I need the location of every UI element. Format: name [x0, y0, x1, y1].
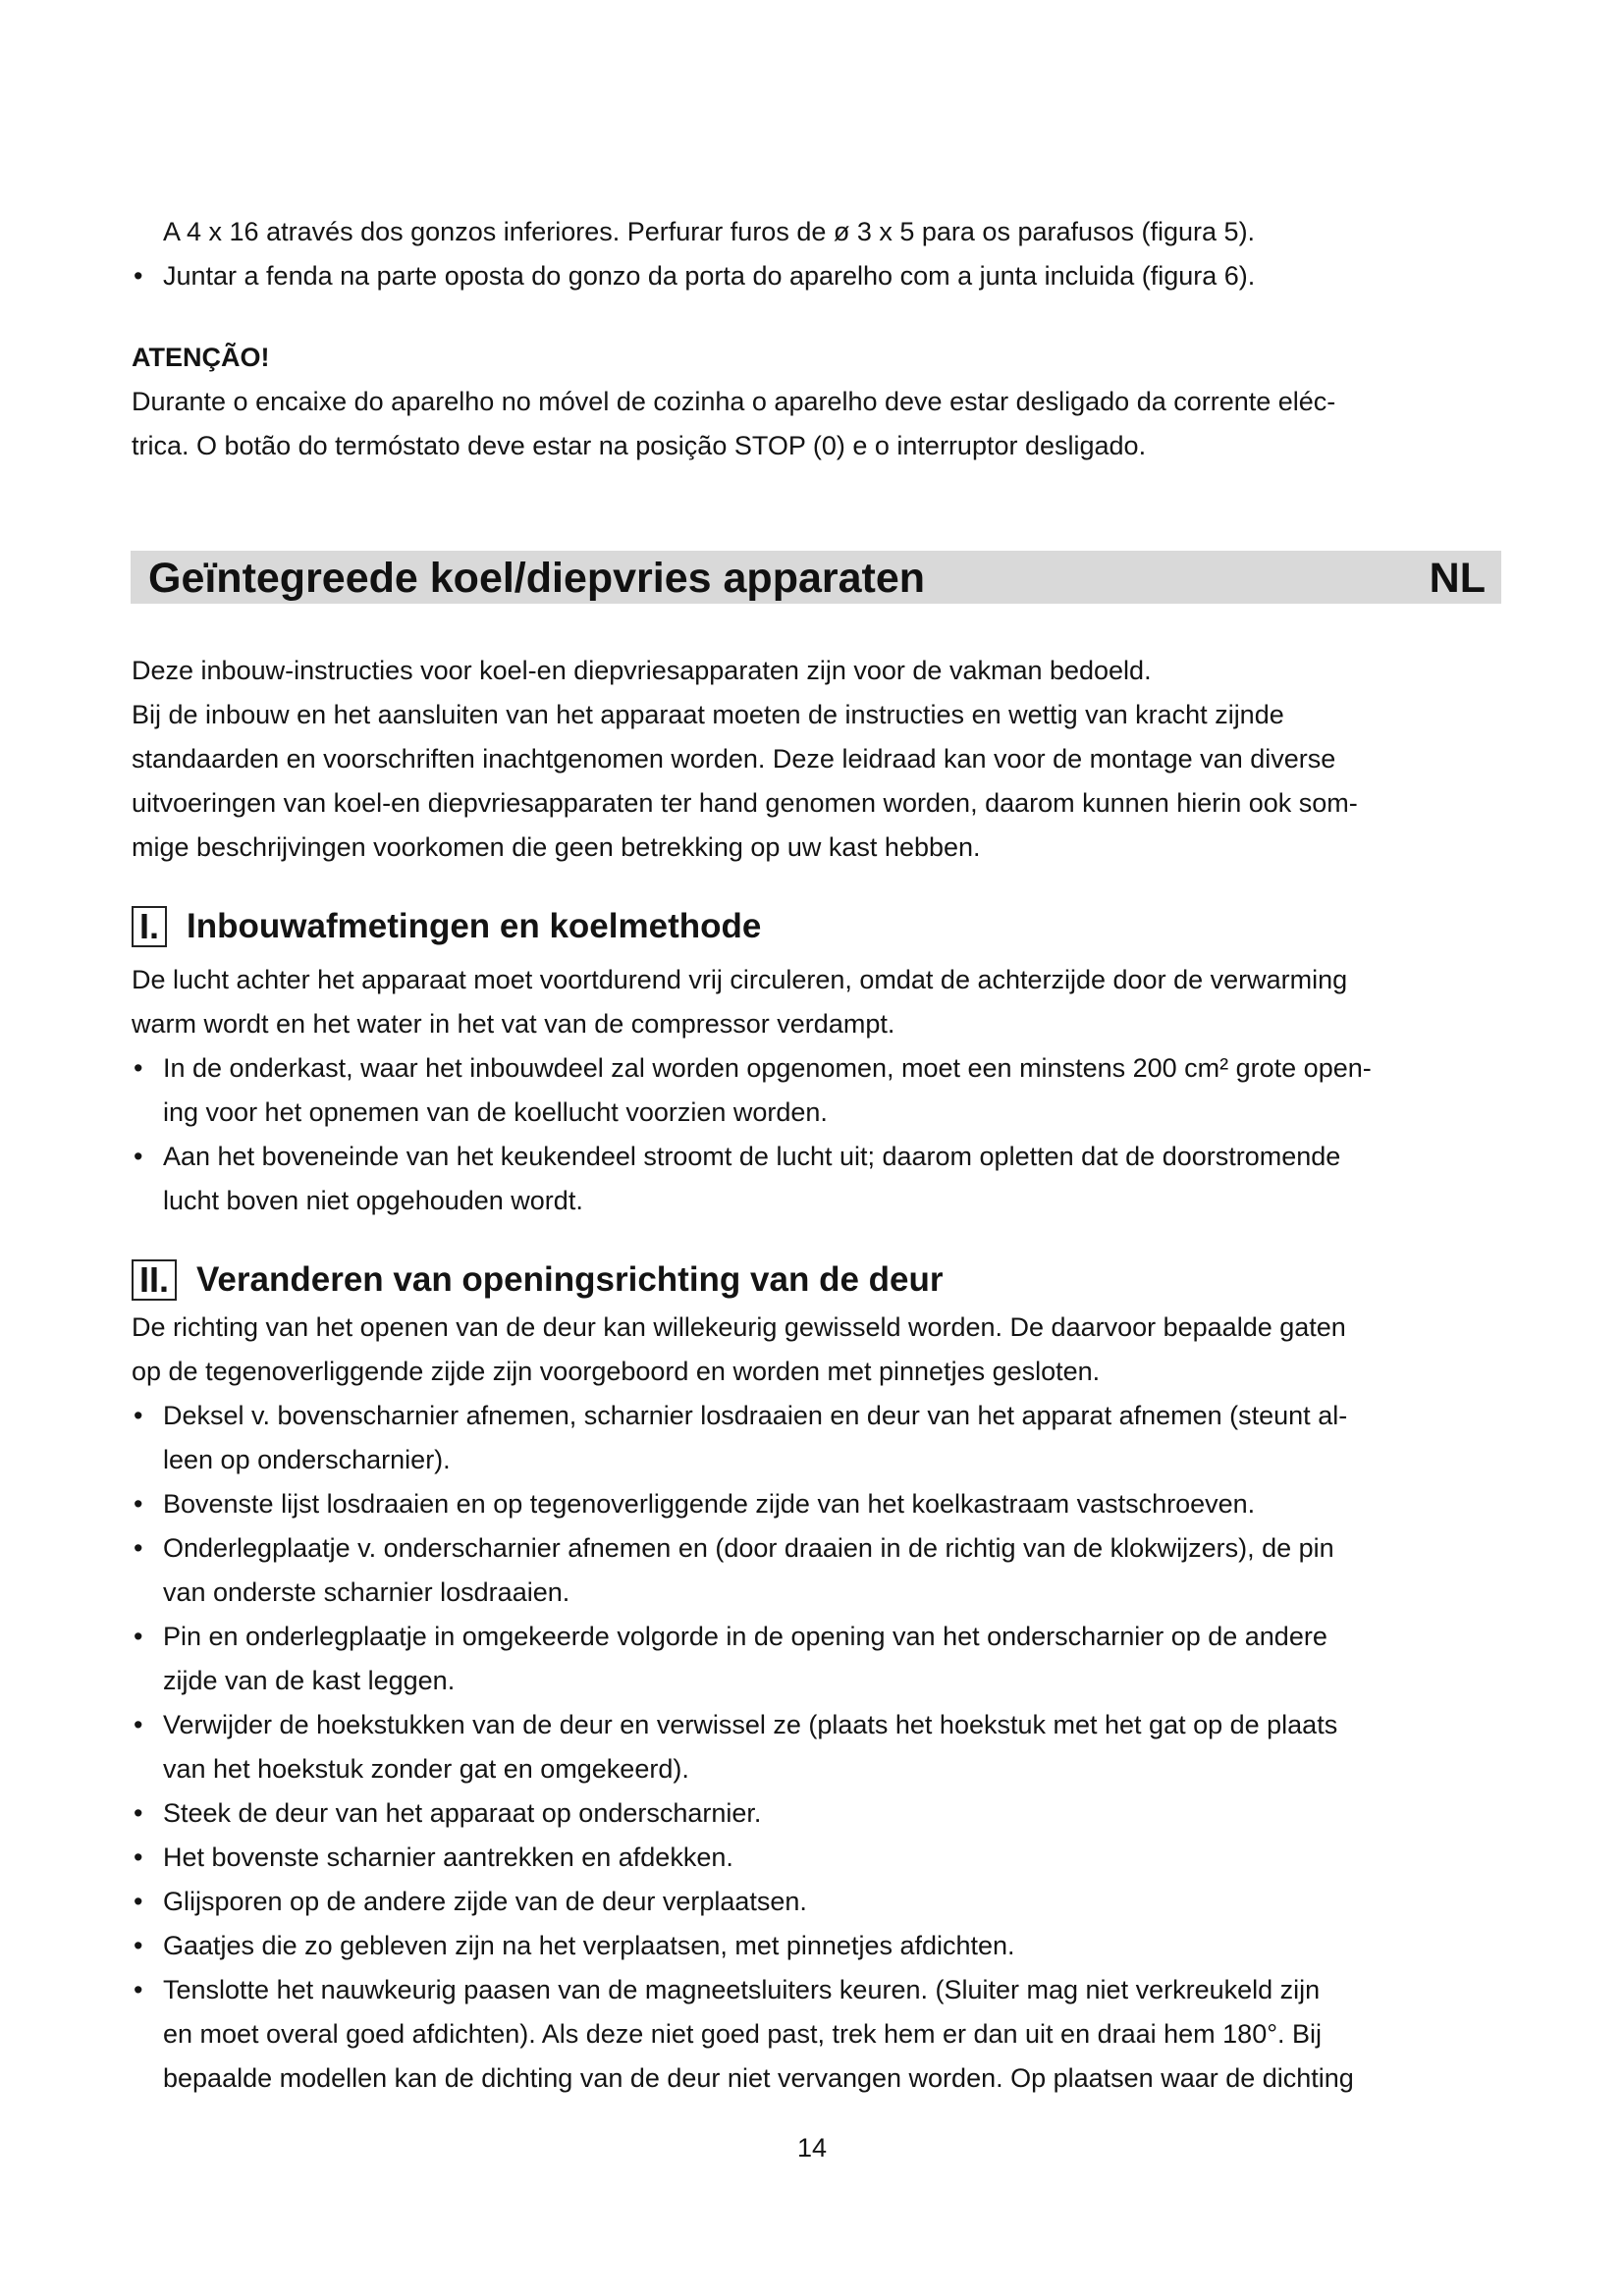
section-banner	[131, 551, 1501, 604]
bullet-icon: •	[134, 1975, 143, 2004]
bullet-text: Aan het boveneinde van het keukendeel stroomt de lucht uit; daarom opletten dat de doorstromende	[163, 1142, 1341, 1171]
text-line: warm wordt en het water in het vat van de compressor verdampt.	[132, 1009, 895, 1039]
bullet-item	[132, 1924, 1498, 1968]
text-line: van onderste scharnier losdraaien.	[163, 1577, 570, 1607]
top-continuation	[132, 210, 1498, 298]
text-line: A 4 x 16 através dos gonzos inferiores. Perfurar furos de ø 3 x 5 para os parafusos (figura 5).	[163, 217, 1256, 246]
text-line: lucht boven niet opgehouden wordt.	[163, 1186, 583, 1215]
bullet-item	[132, 1703, 1498, 1747]
section-body	[132, 958, 1498, 1223]
bullet-text: Deksel v. bovenscharnier afnemen, scharnier losdraaien en deur van het apparat afnemen (steunt al-	[163, 1401, 1348, 1430]
text-line: leen op onderscharnier).	[163, 1445, 451, 1474]
attention-block	[132, 336, 1498, 468]
bullet-text: Gaatjes die zo gebleven zijn na het verplaatsen, met pinnetjes afdichten.	[163, 1931, 1015, 1960]
bullet-icon: •	[134, 1931, 143, 1960]
text-line: en moet overal goed afdichten). Als deze niet goed past, trek hem er dan uit en draai hem 180°. Bij	[163, 2019, 1323, 2049]
bullet-item	[132, 1482, 1498, 1526]
bullet-text: Pin en onderlegplaatje in omgekeerde volgorde in de opening van het onderscharnier op de andere	[163, 1622, 1327, 1651]
bullet-icon: •	[134, 1489, 143, 1519]
text-line: Bij de inbouw en het aansluiten van het apparaat moeten de instructies en wettig van kracht zijnde	[132, 700, 1284, 729]
banner-title: Geïntegreede koel/diepvries apparaten	[148, 555, 926, 602]
text-line: uitvoeringen van koel-en diepvriesapparaten ter hand genomen worden, daarom kunnen hierin ook som-	[132, 788, 1358, 818]
bullet-item	[132, 1046, 1498, 1091]
bullet-item	[132, 1615, 1498, 1659]
bullet-icon: •	[134, 1842, 143, 1872]
bullet-icon: •	[134, 1142, 143, 1171]
bullet-text: Bovenste lijst losdraaien en op tegenoverliggende zijde van het koelkastraam vastschroeven.	[163, 1489, 1256, 1519]
bullet-icon: •	[134, 1710, 143, 1739]
intro-paragraph	[132, 649, 1498, 870]
section-body	[132, 1306, 1498, 2101]
text-line: standaarden en voorschriften inachtgenomen worden. Deze leidraad kan voor de montage van diverse	[132, 744, 1336, 774]
bullet-text: Glijsporen op de andere zijde van de deur verplaatsen.	[163, 1887, 807, 1916]
bullet-item	[132, 254, 1498, 298]
text-line: Durante o encaixe do aparelho no móvel de cozinha o aparelho deve estar desligado da corrente eléc-	[132, 387, 1336, 416]
section-number: II.	[132, 1259, 177, 1301]
text-line: mige beschrijvingen voorkomen die geen betrekking op uw kast hebben.	[132, 832, 981, 862]
bullet-icon: •	[134, 1053, 143, 1083]
bullet-item	[132, 1836, 1498, 1880]
bullet-text: Het bovenste scharnier aantrekken en afdekken.	[163, 1842, 733, 1872]
bullet-item	[132, 1791, 1498, 1836]
bullet-text: Steek de deur van het apparaat op onderscharnier.	[163, 1798, 762, 1828]
bullet-item	[132, 1135, 1498, 1179]
text-line: ing voor het opnemen van de koellucht voorzien worden.	[163, 1097, 828, 1127]
bullet-icon: •	[134, 1401, 143, 1430]
section-number: I.	[132, 906, 167, 947]
bullet-text: Tenslotte het nauwkeurig paasen van de magneetsluiters keuren. (Sluiter mag niet verkreukeld zijn	[163, 1975, 1321, 2004]
section-heading	[132, 1259, 943, 1305]
section-heading	[132, 906, 761, 951]
text-line: trica. O botão do termóstato deve estar na posição STOP (0) e o interruptor desligado.	[132, 431, 1147, 460]
bullet-icon: •	[134, 1798, 143, 1828]
section-title: Veranderen van openingsrichting van de deur	[196, 1260, 944, 1299]
language-code: NL	[1429, 555, 1486, 602]
page-number: 14	[796, 2133, 828, 2163]
bullet-text: Juntar a fenda na parte oposta do gonzo da porta do aparelho com a junta incluida (figura 6).	[163, 261, 1256, 291]
text-line: Deze inbouw-instructies voor koel-en diepvriesapparaten zijn voor de vakman bedoeld.	[132, 656, 1152, 685]
bullet-icon: •	[134, 1533, 143, 1563]
text-line: De lucht achter het apparaat moet voortdurend vrij circuleren, omdat de achterzijde door de verwarming	[132, 965, 1348, 994]
bullet-item	[132, 1394, 1498, 1438]
text-line: van het hoekstuk zonder gat en omgekeerd).	[163, 1754, 689, 1784]
bullet-text: In de onderkast, waar het inbouwdeel zal worden opgenomen, moet een minstens 200 cm² grote open-	[163, 1053, 1372, 1083]
bullet-icon: •	[134, 1887, 143, 1916]
text-line: op de tegenoverliggende zijde zijn voorgeboord en worden met pinnetjes gesloten.	[132, 1357, 1101, 1386]
text-line: bepaalde modellen kan de dichting van de deur niet vervangen worden. Op plaatsen waar de dichting	[163, 2063, 1354, 2093]
attention-title: ATENÇÃO!	[132, 343, 270, 372]
bullet-item	[132, 1526, 1498, 1571]
bullet-icon: •	[134, 1622, 143, 1651]
bullet-text: Verwijder de hoekstukken van de deur en verwissel ze (plaats het hoekstuk met het gat op de plaats	[163, 1710, 1338, 1739]
bullet-text: Onderlegplaatje v. onderscharnier afnemen en (door draaien in de richtig van de klokwijzers), de pin	[163, 1533, 1334, 1563]
section-title: Inbouwafmetingen en koelmethode	[187, 907, 762, 945]
text-line: zijde van de kast leggen.	[163, 1666, 456, 1695]
bullet-item	[132, 1968, 1498, 2012]
bullet-item	[132, 1880, 1498, 1924]
text-line: De richting van het openen van de deur kan willekeurig gewisseld worden. De daarvoor bepaalde gaten	[132, 1312, 1346, 1342]
bullet-icon: •	[134, 261, 143, 291]
